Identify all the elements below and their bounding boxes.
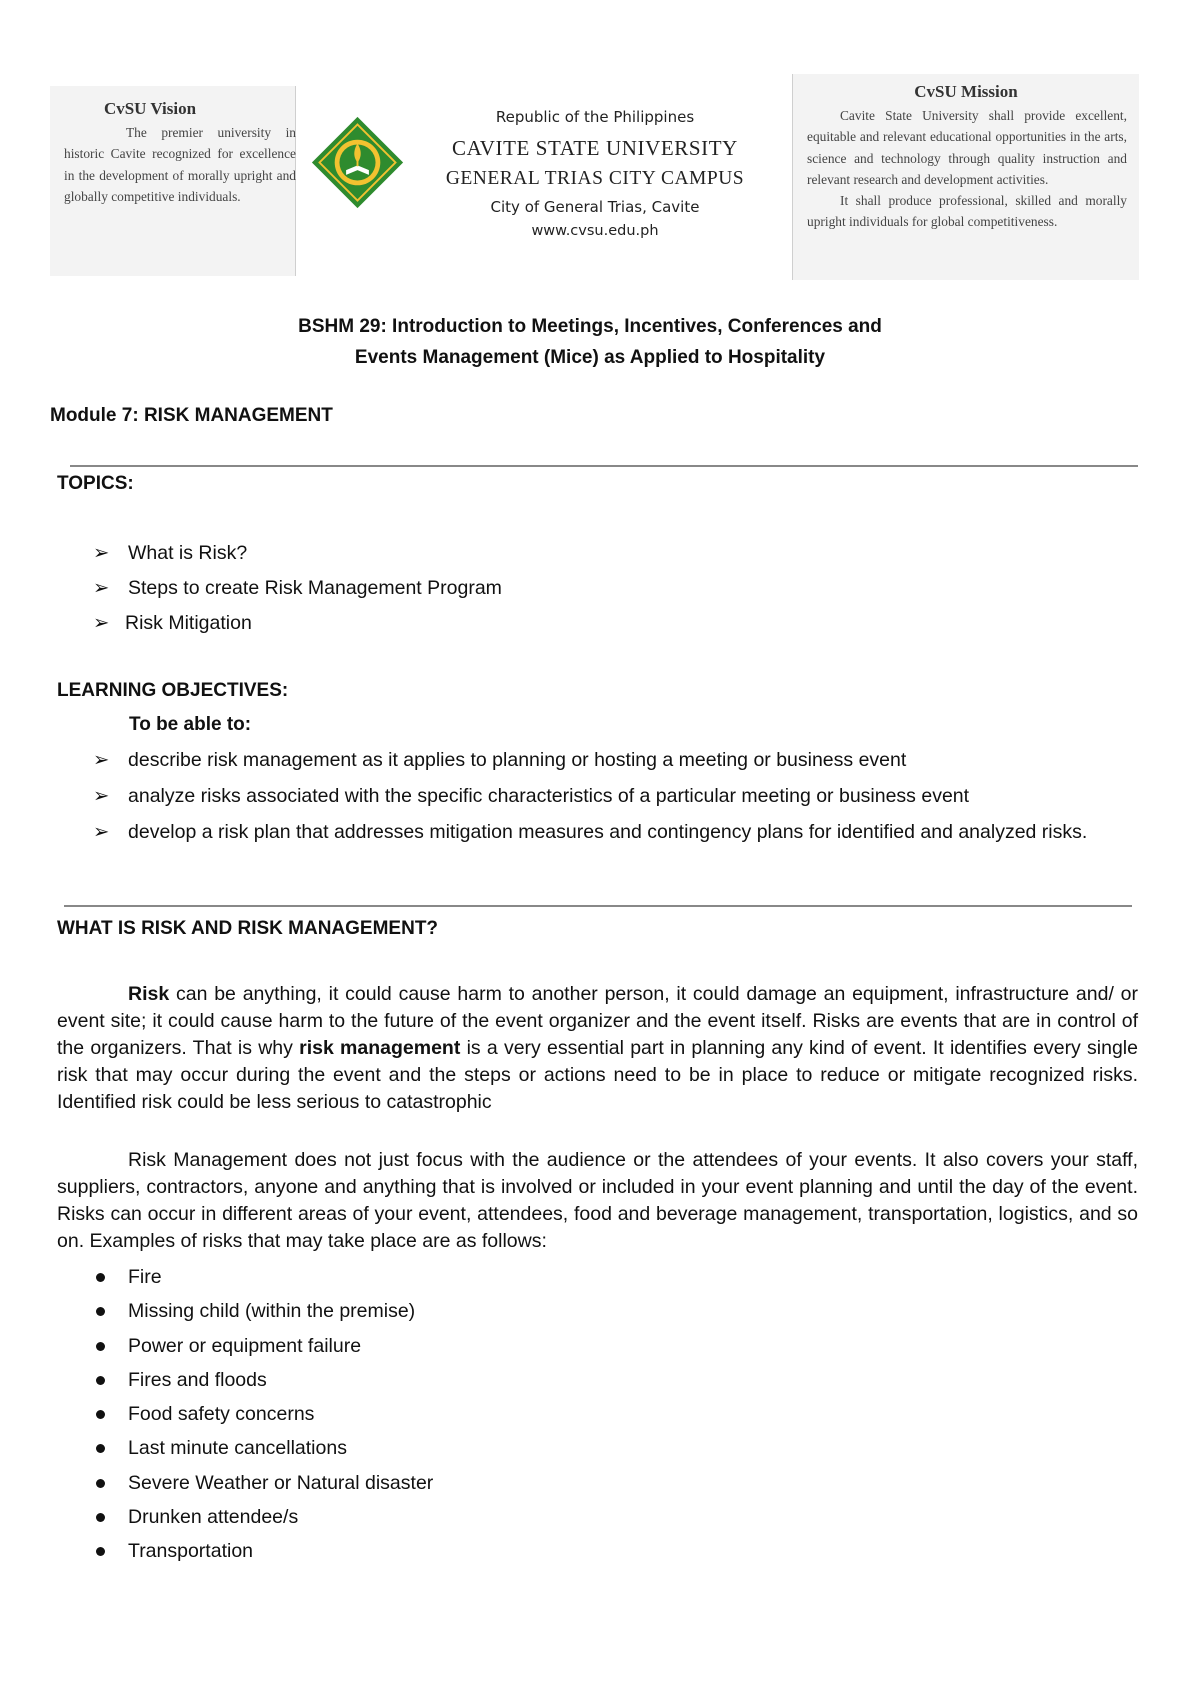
- arrow-bullet-icon: ➢: [93, 749, 110, 771]
- university-header: [410, 106, 780, 243]
- arrow-bullet-icon: ➢: [93, 612, 110, 634]
- risk-paragraph: [57, 981, 1138, 1116]
- bullet-icon: [96, 1307, 105, 1316]
- university-website: www.cvsu.edu.ph: [531, 223, 659, 239]
- objectives-list: [93, 747, 1103, 855]
- list-item: [93, 1505, 433, 1539]
- topic-text: What is Risk?: [128, 542, 248, 564]
- topic-text: Steps to create Risk Management Program: [128, 577, 502, 599]
- bullet-icon: [96, 1273, 105, 1282]
- mission-box: [792, 74, 1139, 280]
- term-risk-management: risk management: [299, 1037, 461, 1059]
- list-item: [93, 1471, 433, 1505]
- bullet-icon: [96, 1444, 105, 1453]
- vision-title: CvSU Vision: [103, 99, 197, 118]
- example-text: Fires and floods: [128, 1368, 267, 1391]
- vision-text-content: The premier university in historic Cavite recognized for excellence in the development of morally upright and globally competitive individuals.: [64, 125, 296, 204]
- campus-name: GENERAL TRIAS CITY CAMPUS: [445, 168, 745, 189]
- objectives-intro: To be able to:: [129, 714, 252, 735]
- bullet-icon: [96, 1547, 105, 1556]
- list-item: [93, 576, 1153, 611]
- arrow-bullet-icon: ➢: [93, 577, 110, 599]
- course-title: [110, 311, 1070, 373]
- list-item: [93, 611, 1153, 646]
- arrow-bullet-icon: ➢: [93, 785, 110, 807]
- list-item: [93, 783, 1103, 810]
- example-text: Fire: [128, 1266, 162, 1288]
- list-item: [93, 1402, 433, 1436]
- objectives-heading: LEARNING OBJECTIVES:: [57, 680, 289, 701]
- list-item: [93, 1265, 433, 1299]
- mission-text: [807, 105, 1127, 233]
- mission-paragraph-1: Cavite State University shall provide excellent, equitable and relevant educational opportunities in the arts, science and technology through quality instruction and relevant research and development activities.: [807, 108, 1127, 187]
- example-text: Severe Weather or Natural disaster: [128, 1471, 434, 1494]
- bullet-icon: [96, 1479, 105, 1488]
- bullet-icon: [96, 1376, 105, 1385]
- vision-text: [64, 122, 296, 207]
- section-heading: WHAT IS RISK AND RISK MANAGEMENT?: [57, 918, 439, 939]
- divider: [70, 465, 1138, 467]
- example-text: Food safety concerns: [128, 1403, 315, 1426]
- arrow-bullet-icon: ➢: [93, 821, 110, 843]
- mission-title: CvSU Mission: [914, 82, 1018, 101]
- list-item: [93, 747, 1103, 774]
- risk-examples-list: [93, 1265, 433, 1574]
- topics-list: [93, 541, 1153, 646]
- example-text: Missing child (within the premise): [128, 1300, 416, 1323]
- course-title-line-1: BSHM 29: Introduction to Meetings, Incentives, Conferences and: [298, 316, 882, 337]
- objective-text: analyze risks associated with the specific characteristics of a particular meeting or business event: [128, 785, 970, 807]
- list-item: [93, 1299, 433, 1333]
- paragraph-text: is a very essential part in planning any kind of event. It identifies every single risk that may occur during the event and the steps or actions need to be in place to reduce or mitigate recognized risks. Identified risk could be less serious to catastrophic: [57, 1037, 1138, 1113]
- topics-heading: TOPICS:: [57, 473, 134, 494]
- list-item: [93, 1368, 433, 1402]
- bullet-icon: [96, 1513, 105, 1522]
- term-risk: Risk: [128, 983, 170, 1005]
- list-item: [93, 819, 1103, 846]
- module-title: Module 7: RISK MANAGEMENT: [50, 405, 333, 426]
- example-text: Last minute cancellations: [128, 1437, 347, 1460]
- arrow-bullet-icon: ➢: [93, 542, 110, 564]
- bullet-icon: [96, 1342, 105, 1351]
- example-text: Transportation: [128, 1540, 254, 1563]
- paragraph-text: can be anything, it could cause harm to another person, it could damage an equipment, infrastructure and/ or event site; it could cause harm to the future of the event organizer and the event itself. Risks are events that are in control of the organizers. That is why: [57, 983, 1138, 1059]
- university-seal-icon: [310, 115, 405, 210]
- topic-text: Risk Mitigation: [125, 612, 252, 634]
- republic-label: Republic of the Philippines: [495, 108, 695, 126]
- list-item: [93, 1539, 433, 1573]
- list-item: [93, 1334, 433, 1368]
- risk-management-paragraph: Risk Management does not just focus with the audience or the attendees of your events. It also covers your staff, suppliers, contractors, anyone and anything that is involved or included in your event planning and until the day of the event. Risks can occur in different areas of your event, attendees, food and beverage management, transportation, logistics, and so on. Examples of risks that may take place are as follows:: [57, 1149, 1138, 1252]
- objective-text: describe risk management as it applies to planning or hosting a meeting or business event: [128, 749, 907, 771]
- mission-paragraph-2: It shall produce professional, skilled and morally upright individuals for global competitiveness.: [807, 193, 1127, 230]
- campus-city: City of General Trias, Cavite: [490, 198, 700, 216]
- example-text: Drunken attendee/s: [128, 1506, 299, 1529]
- example-text: Power or equipment failure: [128, 1334, 362, 1357]
- bullet-icon: [96, 1410, 105, 1419]
- list-item: [93, 1436, 433, 1470]
- vision-box: [50, 86, 296, 276]
- university-name: CAVITE STATE UNIVERSITY: [452, 136, 738, 160]
- course-title-line-2: Events Management (Mice) as Applied to Hospitality: [354, 347, 826, 368]
- list-item: [93, 541, 1153, 576]
- divider: [64, 905, 1132, 907]
- objective-text: develop a risk plan that addresses mitigation measures and contingency plans for identified and analyzed risks.: [128, 821, 1088, 843]
